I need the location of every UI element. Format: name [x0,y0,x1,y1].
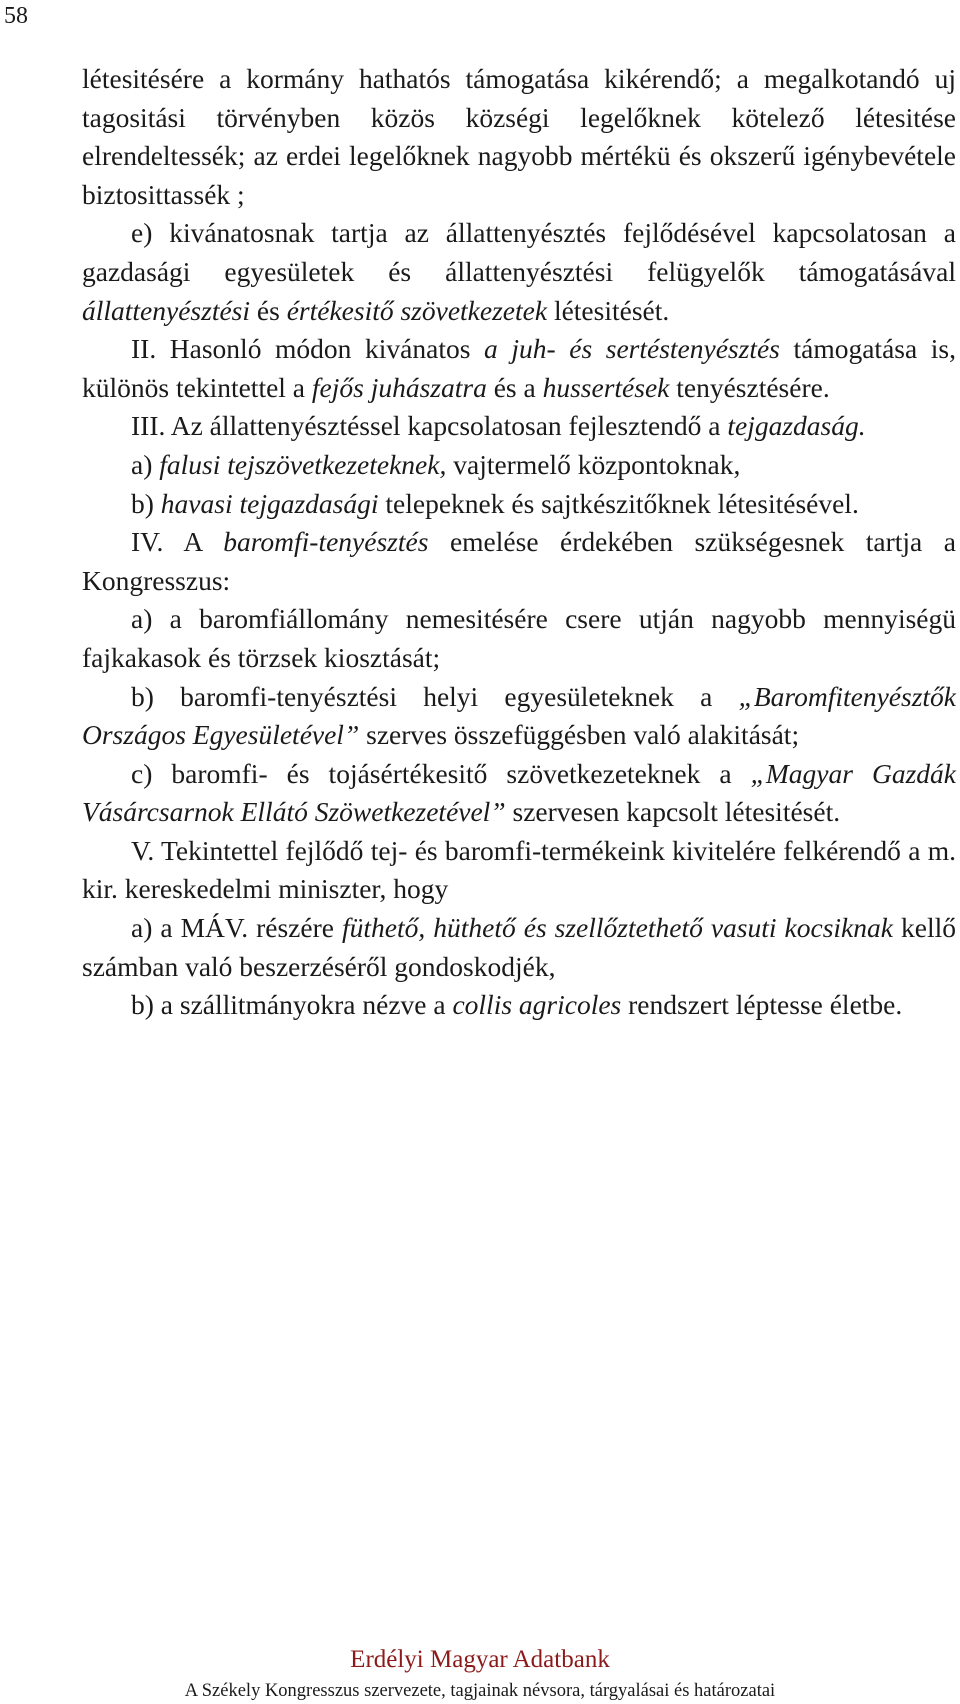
text-segment: telepeknek és sajtkészitőknek létesitésével. [378,487,859,519]
italic-text: füthető, hüthető és szellőztethető vasuti kocsiknak [341,912,893,944]
paragraph [82,755,956,832]
paragraph [82,446,956,485]
italic-text: fejős juhászatra [311,371,487,403]
italic-text: falusi tejszövetkezeteknek, [159,448,447,480]
page-number: 58 [4,3,28,29]
footer-title[interactable]: Erdélyi Magyar Adatbank [350,1646,610,1673]
text-segment: b) a szállitmányokra nézve a [131,989,453,1021]
text-segment: szerves összefüggésben való alakitását; [359,719,800,751]
paragraph [82,986,956,1025]
text-segment: e) kivánatosnak tartja az állattenyésztés fejlődésével kapcsolatosan a gazdasági egyesületek és állattenyésztési felügyelők támogatásával [82,217,956,287]
italic-text: collis agricoles [452,989,622,1021]
paragraph [82,60,956,214]
text-segment: és a [486,371,543,403]
text-segment: IV. A [131,526,224,558]
text-segment: b) baromfi-tenyésztési helyi egyesületeknek a [131,680,739,712]
text-segment: c) baromfi- és tojásértékesitő szövetkezeteknek a [131,757,751,789]
text-segment: és [250,294,287,326]
italic-text: értékesitő szövetkezetek [286,294,548,326]
paragraph [82,214,956,330]
italic-text: „Magyar Gazdák Vásárcsarnok Ellátó Szöwetkezetével” [82,757,956,828]
paragraph [82,330,956,407]
paragraph [82,600,956,677]
paragraph [82,678,956,755]
text-segment: a) [131,448,160,480]
italic-text: tejgazdaság. [727,410,866,442]
body-text [82,60,956,1025]
text-segment: a) a MÁV. részére [131,912,342,944]
paragraph [82,523,956,600]
italic-text: a juh- és sertéstenyésztés [484,333,780,365]
text-segment: vajtermelő központoknak, [446,448,741,480]
paragraph [82,909,956,986]
paragraph [82,485,956,524]
text-segment: létesitését. [547,294,670,326]
text-segment: b) [131,487,161,519]
text-segment: II. Hasonló módon kivánatos [131,333,485,365]
italic-text: hussertések [542,371,670,403]
paragraph [82,832,956,909]
italic-text: „Baromfitenyésztők Országos Egyesületével” [82,680,956,751]
text-segment: a) a baromfiállomány nemesitésére csere utján nagyobb mennyiségü fajkakasok és törzsek kiosztását; [82,603,956,673]
text-segment: tenyésztésére. [669,371,830,403]
text-segment: rendszert léptesse életbe. [621,989,903,1021]
text-segment: III. Az állattenyésztéssel kapcsolatosan fejlesztendő a [131,410,728,442]
text-segment: V. Tekintettel fejlődő tej- és baromfi-termékeink kivitelére felkérendő a m. kir. kereskedelmi miniszter, hogy [82,834,956,905]
footer-subtitle: A Székely Kongresszus szervezete, tagjainak névsora, tárgyalásai és határozatai [184,1681,776,1701]
text-segment: támogatása is, különös tekintettel a [82,333,956,403]
text-segment: szervesen kapcsolt létesitését. [505,796,841,828]
paragraph [82,407,956,446]
italic-text: állattenyésztési [82,294,251,326]
text-segment: emelése érdekében szükségesnek tartja a Kongresszus: [82,526,956,596]
text-segment: létesitésére a kormány hathatós támogatása kikérendő; a megalkotandó uj tagositási törvényben közös községi legelőknek kötelező létesitése elrendeltessék; az erdei legelőknek nagyobb mértékü és okszerű igénybevétele biztosittassék ; [82,63,956,210]
text-segment: kellő számban való beszerzéséről gondoskodjék, [82,912,956,982]
italic-text: baromfi-tenyésztés [223,526,429,558]
italic-text: havasi tejgazdasági [160,487,379,519]
